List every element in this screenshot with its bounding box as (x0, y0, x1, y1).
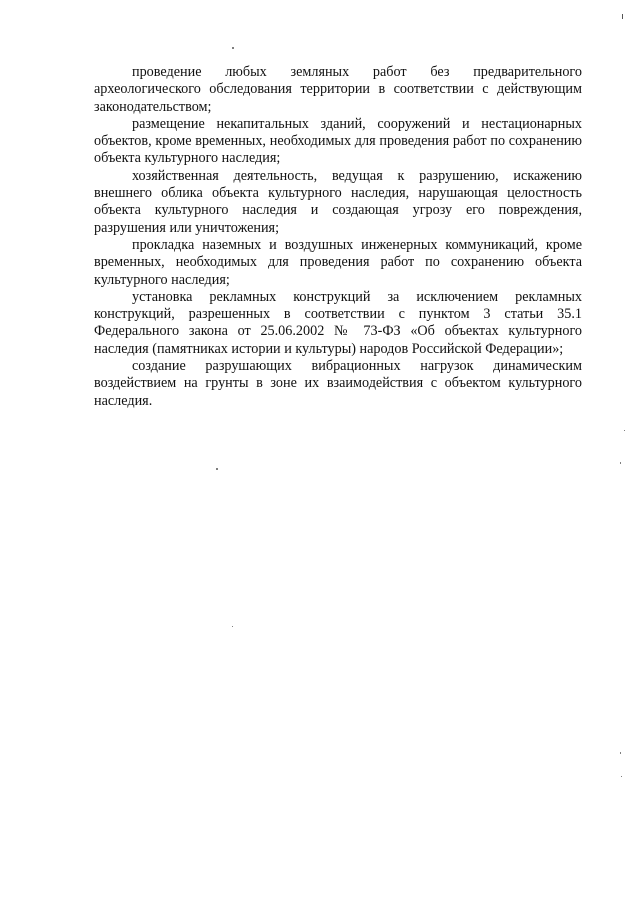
scan-speck (624, 430, 625, 431)
scan-speck (621, 776, 622, 777)
paragraph-utilities: прокладка наземных и воздушных инженерных коммуникаций, кроме временных, необходимых для проведения работ по сохранению объекта культурного наследия; (94, 236, 582, 288)
paragraph-advertising: установка рекламных конструкций за исключением рекламных конструкций, разрешенных в соответствии с пунктом 3 статьи 35.1 Федерального закона от 25.06.2002 № 73-ФЗ «Об объектах культурного наследия (памятниках истории и культуры) народов Российской Федерации»; (94, 288, 582, 357)
scan-speck (620, 752, 621, 754)
scan-speck (622, 14, 623, 19)
scan-speck (216, 468, 218, 470)
scan-speck (620, 462, 621, 464)
paragraph-temporary-structures: размещение некапитальных зданий, сооружений и нестационарных объектов, кроме временных, необходимых для проведения работ по сохранению объекта культурного наследия; (94, 115, 582, 167)
scan-speck (232, 47, 234, 49)
paragraph-earthworks: проведение любых земляных работ без предварительного археологического обследования территории в соответствии с действующим законодательством; (94, 64, 582, 115)
scan-speck (232, 626, 233, 627)
paragraph-vibration-loads: создание разрушающих вибрационных нагрузок динамическим воздействием на грунты в зоне их взаимодействия с объектом культурного наследия. (94, 358, 582, 409)
paragraph-economic-activity: хозяйственная деятельность, ведущая к разрушению, искажению внешнего облика объекта культурного наследия, нарушающая целостность объекта культурного наследия и создающая угрозу его повреждения, разрушения или уничтожения; (94, 167, 582, 236)
document-body (94, 64, 582, 410)
